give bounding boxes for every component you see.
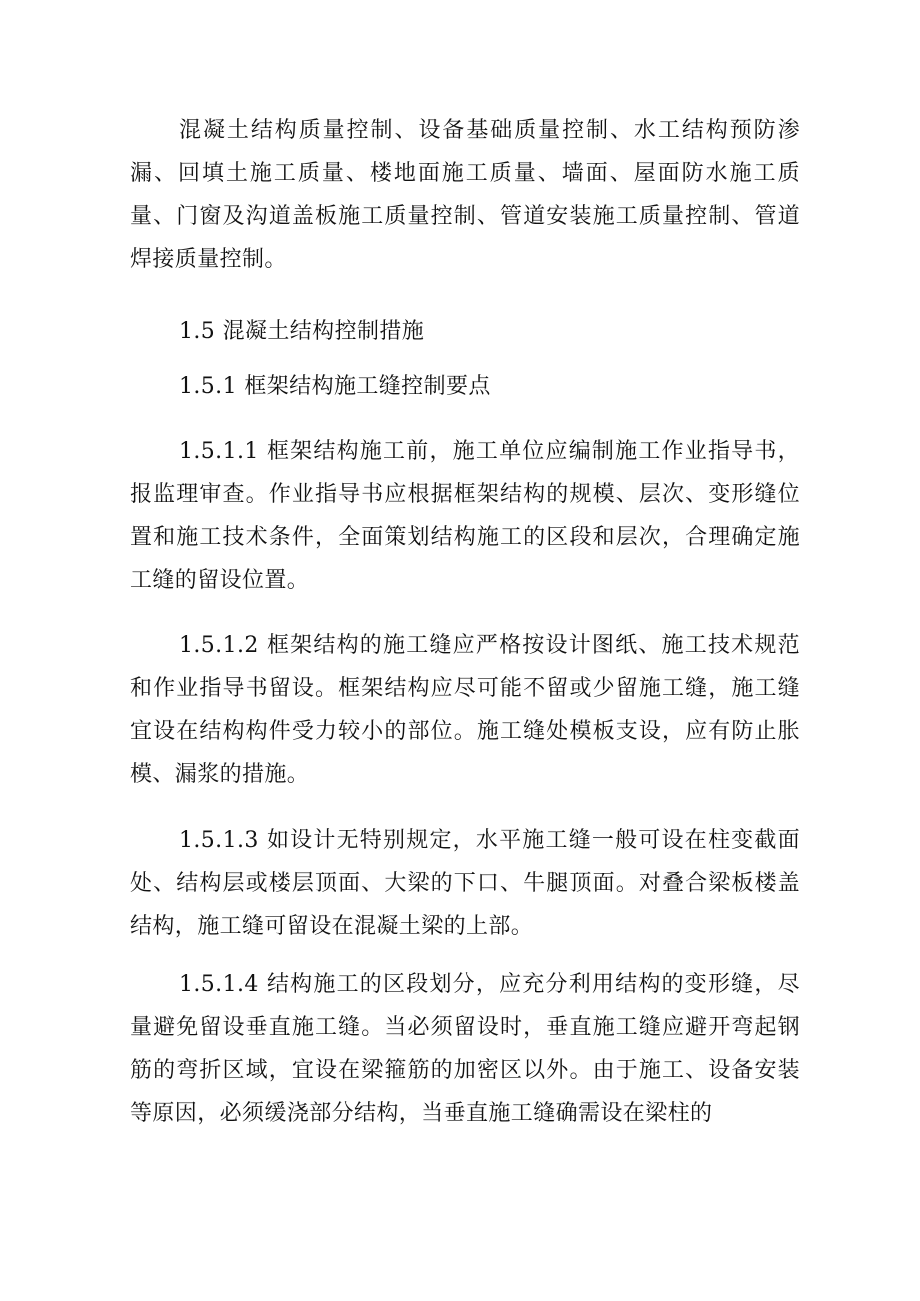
section-heading-1-5: 1.5 混凝土结构控制措施: [179, 319, 425, 344]
paragraph-1-5-1-2: 1.5.1.2 框架结构的施工缝应严格按设计图纸、施工技术规范和作业指导书留设。框架结构应尽可能不留或少留施工缝，施工缝宜设在结构构件受力较小的部位。施工缝处模板支设，应有防止胀模、漏浆的措施。: [130, 633, 800, 787]
section-heading-1-5-1: 1.5.1 框架结构施工缝控制要点: [179, 374, 491, 399]
paragraph-1-5-1-4: 1.5.1.4 结构施工的区段划分，应充分利用结构的变形缝，尽量避免留设垂直施工缝。当必须留设时，垂直施工缝应避开弯起钢筋的弯折区域，宜设在梁箍筋的加密区以外。由于施工、设备安装等原因，必须缓浇部分结构，当垂直施工缝确需设在梁柱的: [130, 972, 800, 1126]
paragraph-quality-control-items: 混凝土结构质量控制、设备基础质量控制、水工结构预防渗漏、回填土施工质量、楼地面施工质量、墙面、屋面防水施工质量、门窗及沟道盖板施工质量控制、管道安装施工质量控制、管道焊接质量控制。: [130, 118, 800, 272]
paragraph-1-5-1-1: 1.5.1.1 框架结构施工前，施工单位应编制施工作业指导书，报监理审查。作业指导书应根据框架结构的规模、层次、变形缝位置和施工技术条件，全面策划结构施工的区段和层次，合理确定施工缝的留设位置。: [130, 439, 800, 593]
paragraph-1-5-1-3: 1.5.1.3 如设计无特别规定，水平施工缝一般可设在柱变截面处、结构层或楼层顶面、大梁的下口、牛腿顶面。对叠合梁板楼盖结构，施工缝可留设在混凝土梁的上部。: [130, 828, 800, 939]
